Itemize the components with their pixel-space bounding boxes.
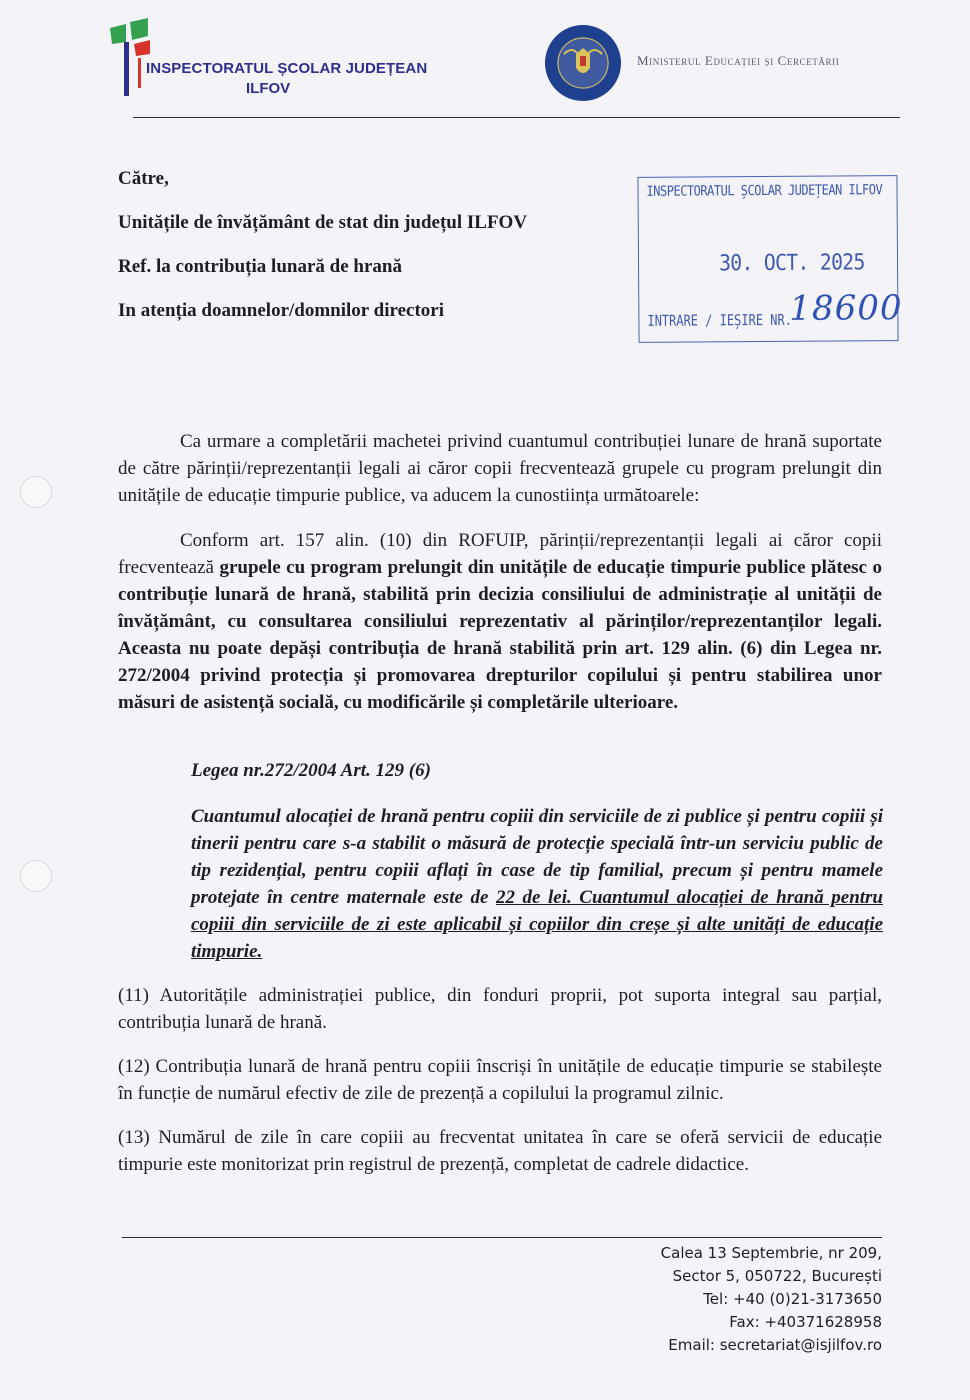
footer-divider	[122, 1237, 882, 1238]
header-divider	[133, 117, 900, 118]
stamp-io-label: INTRARE / IEȘIRE NR.	[647, 310, 792, 330]
punch-hole	[20, 860, 52, 892]
paragraph-11: (11) Autoritățile administrației publice, din fonduri proprii, pot suporta integral sau parțial, contribuția lunară de hrană.	[118, 985, 882, 1033]
article-bold-text: grupele cu program prelungit din unitățile de educație timpurie publice plătesc o contribuție lunară de hrană, stabilită prin decizia consiliului de administrație al unității de învățământ, cu consultarea consiliului reprezentativ al părinților/reprezentanților legali. Aceasta nu poate depăși contribuția de hrană stabilită prin art. 129 alin. (6) din Legea nr. 272/2004 privind protecția și promovarea drepturilor copilului și pentru stabilirea unor măsuri de asistență socială, cu modificările și completările ulterioare.	[118, 557, 882, 713]
article-paragraph	[118, 527, 882, 716]
isj-logo-icon	[108, 18, 156, 98]
salutation: Către,	[118, 168, 169, 189]
ministry-name: Ministerul Educației și Cercetării	[637, 53, 840, 68]
recipients: Unitățile de învățământ de stat din județul ILFOV	[118, 212, 528, 233]
footer-address-1: Calea 13 Septembrie, nr 209,	[660, 1244, 882, 1262]
footer-email: Email: secretariat@isjilfov.ro	[668, 1336, 882, 1354]
government-seal-icon	[544, 24, 622, 102]
government-seal-label	[0, 0, 1, 1]
contact-footer	[661, 1242, 882, 1357]
intro-paragraph: Ca urmare a completării machetei privind cuantumul contribuției lunare de hrană suportate de către părinții/reprezentanții legali ai căror copii frecventează grupele cu program prelungit din unitățile de educație timpurie publice, va aducem la cunostiința următoarele:	[118, 431, 882, 506]
registration-stamp	[637, 175, 903, 343]
stamp-date: 30. OCT. 2025	[718, 250, 865, 277]
law-quote-underlined: 22 de lei. Cuantumul alocației de hrană pentru copiii din serviciile de zi este aplicabil și copiilor din creșe și alte unități de educație timpurie.	[191, 887, 883, 962]
attention-line: In atenția doamnelor/domnilor directori	[118, 300, 444, 321]
isj-county: ILFOV	[246, 80, 291, 97]
paragraph-13: (13) Numărul de zile în care copiii au frecventat unitatea în care se oferă servicii de educație timpurie este monitorizat prin registrul de prezență, completat de cadrele didactice.	[118, 1127, 882, 1175]
isj-name: INSPECTORATUL ȘCOLAR JUDEȚEAN	[146, 60, 428, 77]
footer-fax: Fax: +40371628958	[729, 1313, 882, 1331]
article-text: Conform art. 157 alin. (10) din ROFUIP, părinții/reprezentanții legali ai căror copii frecventează	[118, 530, 882, 578]
paragraph-12: (12) Contribuția lunară de hrană pentru copiii înscriși în unitățile de educație timpurie se stabilește în funcție de numărul efectiv de zile de prezență a copilului la programul zilnic.	[118, 1056, 882, 1104]
isj-logo	[108, 18, 428, 100]
law-quote-text: Cuantumul alocației de hrană pentru copiii din serviciile de zi publice și pentru copiii și tinerii pentru care s-a stabilit o măsură de protecție specială într-un serviciu public de tip rezidențial, pentru copiii aflați în case de tip familial, precum și pentru mamele protejate în centre maternale este de	[191, 806, 883, 908]
law-quote	[191, 803, 883, 965]
stamp-institution: INSPECTORATUL ȘCOLAR JUDEȚEAN ILFOV	[646, 182, 883, 200]
footer-tel: Tel: +40 (0)21-3173650	[703, 1290, 882, 1308]
punch-hole	[20, 476, 52, 508]
stamp-number: 18600	[789, 288, 903, 329]
law-title: Legea nr.272/2004 Art. 129 (6)	[191, 760, 431, 781]
footer-address-2: Sector 5, 050722, București	[672, 1267, 882, 1285]
reference-line: Ref. la contribuția lunară de hrană	[118, 256, 402, 277]
